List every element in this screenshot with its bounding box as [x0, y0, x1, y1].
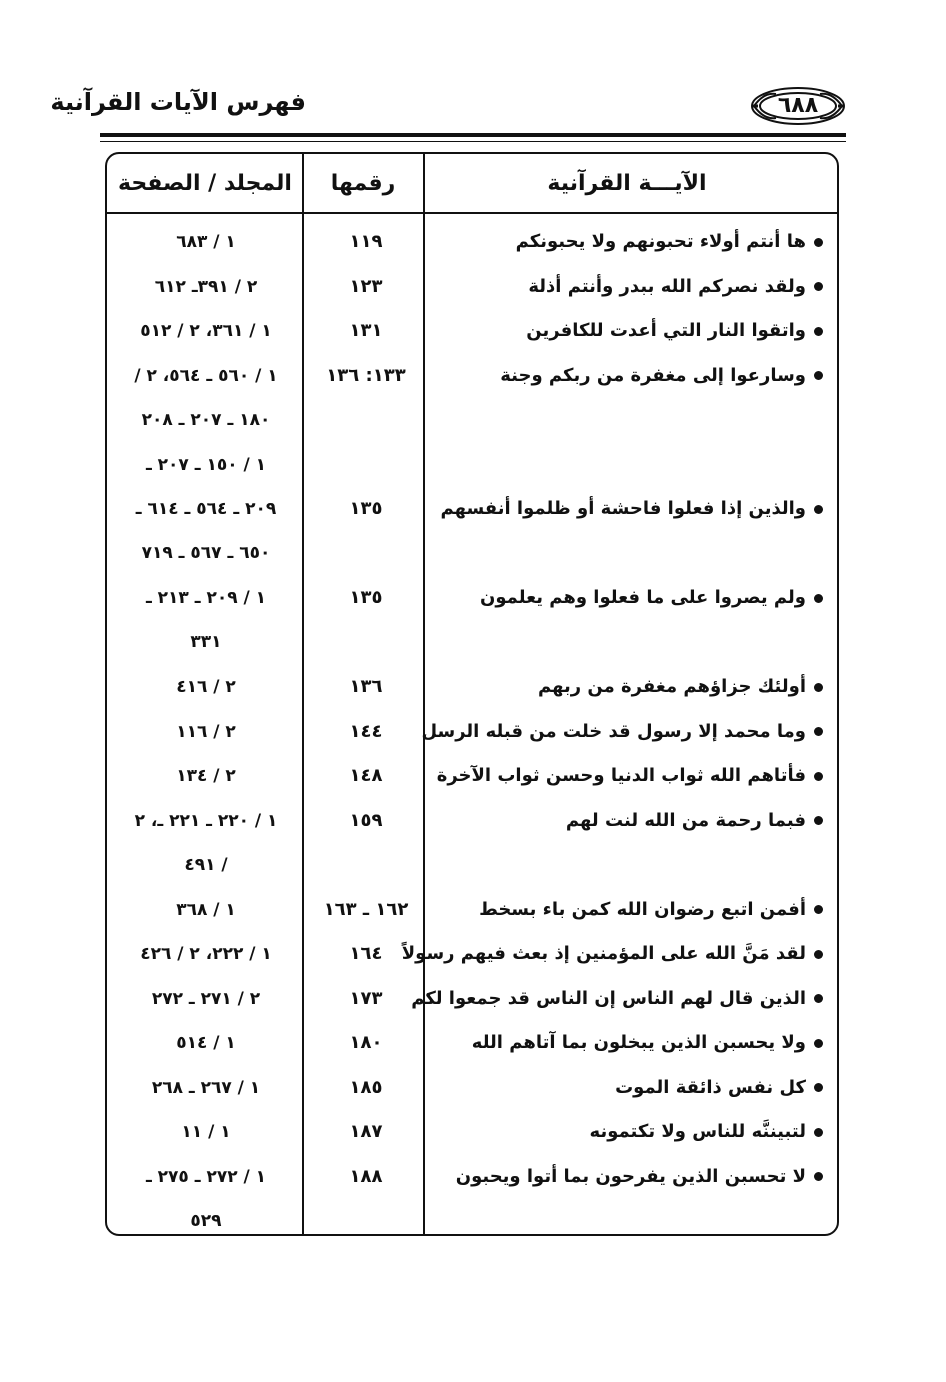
table-row [107, 977, 837, 1022]
verse-number-cell: ١٨٠ [349, 1032, 383, 1053]
verse-text: وما محمد إلا رسول قد خلت من قبله الرسل [421, 720, 806, 742]
volume-page-cell [111, 799, 301, 887]
verse-text: فبما رحمة من الله لنت لهم [565, 809, 806, 831]
bullet-icon [814, 994, 823, 1003]
reference-line: ٥٢٩ [190, 1210, 222, 1231]
volume-page-cell [111, 309, 301, 353]
bullet-icon [814, 1083, 823, 1092]
verse-number-cell: ١٣١ [349, 320, 383, 341]
bullet-icon [814, 1128, 823, 1137]
table-row [107, 932, 837, 977]
verse-text: والذين إذا فعلوا فاحشة أو ظلموا أنفسهم [440, 498, 806, 519]
reference-line: ١ / ١١ [181, 1122, 231, 1142]
table-row [107, 309, 837, 354]
reference-line: ٢٠٩ ـ ٥٦٤ ـ ٦١٤ ـ [135, 498, 277, 519]
table-row [107, 665, 837, 710]
verse-number-cell: ١٨٨ [349, 1165, 383, 1187]
table-row [107, 265, 837, 310]
verse-cell [431, 1021, 823, 1065]
bullet-icon [814, 238, 823, 247]
table-row [107, 799, 837, 888]
bullet-icon [814, 683, 823, 692]
reference-line: ١ / ٢٠٩ ـ ٢١٣ ـ [145, 588, 267, 608]
reference-line: ١ / ٣٦١، ٢ / ٥١٢ [140, 321, 272, 341]
table-row [107, 1155, 837, 1244]
page-header [50, 82, 846, 134]
bullet-icon [814, 1172, 823, 1181]
volume-page-cell [111, 354, 301, 442]
volume-page-cell [111, 1110, 301, 1154]
verse-cell [431, 487, 823, 531]
verse-cell [431, 754, 823, 798]
column-header-reference: المجلد / الصفحة [118, 171, 292, 196]
table-row [107, 888, 837, 933]
bullet-icon [814, 371, 823, 380]
table-row [107, 354, 837, 443]
bullet-icon [814, 772, 823, 781]
bullet-icon [814, 816, 823, 825]
verse-cell [431, 799, 823, 843]
reference-line: ١ / ٢٦٧ ـ ٢٦٨ [151, 1077, 261, 1098]
verse-text: أولئك جزاؤهم مغفرة من ربهم [538, 676, 806, 697]
volume-page-cell [111, 754, 301, 798]
volume-page-cell [111, 576, 301, 664]
volume-page-cell [111, 1021, 301, 1065]
reference-line: ١ / ٥٦٠ ـ ٥٦٤، ٢ / [134, 365, 278, 386]
verse-cell [431, 576, 823, 620]
bullet-icon [814, 282, 823, 291]
verse-cell [431, 1066, 823, 1110]
table-row [107, 443, 837, 577]
volume-page-cell [111, 710, 301, 754]
table-row [107, 1021, 837, 1066]
verse-text: فأتاهم الله ثواب الدنيا وحسن ثواب الآخرة [436, 765, 806, 786]
verse-text: الذين قال لهم الناس إن الناس قد جمعوا لكم [411, 987, 806, 1009]
volume-page-cell [111, 220, 301, 264]
verse-text: ها أنتم أولاء تحبونهم ولا يحبونكم [515, 231, 806, 252]
volume-page-cell [111, 932, 301, 976]
header-rule-thick [100, 133, 846, 137]
reference-line: ١ / ٥١٤ [176, 1033, 236, 1053]
reference-line: ٢ / ١٣٤ [176, 766, 236, 786]
verse-cell [431, 354, 823, 398]
bullet-icon [814, 905, 823, 914]
reference-line: ٢ / ١١٦ [176, 721, 236, 742]
bullet-icon [814, 594, 823, 603]
reference-line: ١ / ٢٢٠ ـ ٢٢١ ـ، ٢ [134, 810, 278, 831]
header-row-divider [107, 212, 837, 214]
reference-line: ٣٣١ [190, 632, 222, 652]
verse-text: كل نفس ذائقة الموت [615, 1076, 806, 1098]
page-number-badge [750, 86, 846, 126]
reference-line: ٢ / ٣٩١ـ ٦١٢ [154, 276, 258, 297]
header-rule-thin [100, 141, 846, 142]
running-title: فهرس الآيات القرآنية [50, 88, 306, 116]
bullet-icon [814, 727, 823, 736]
table-row [107, 220, 837, 265]
table-row [107, 576, 837, 665]
verse-number-cell: ١١٩ [349, 231, 383, 252]
table-row [107, 710, 837, 755]
verse-number-cell: ١٢٣ [349, 275, 383, 297]
table-row [107, 754, 837, 799]
verse-number-cell: ١٨٧ [349, 1121, 383, 1142]
verse-text: لا تحسبن الذين يفرحون بما أتوا ويحبون [455, 1165, 806, 1187]
volume-page-cell [111, 265, 301, 309]
reference-line: ١ / ٢٧٢ ـ ٢٧٥ ـ [145, 1166, 267, 1187]
verse-text: ولقد نصركم الله ببدر وأنتم أذلة [528, 275, 806, 297]
verse-number-cell: ١٧٣ [349, 987, 383, 1009]
volume-page-cell [111, 1155, 301, 1243]
reference-line: ٢ / ٢٧١ ـ ٢٧٢ [151, 988, 261, 1009]
verse-cell [411, 977, 823, 1021]
bullet-icon [814, 1039, 823, 1048]
column-header-number: رقمها [330, 171, 396, 196]
verse-cell [431, 1110, 823, 1154]
verse-cell [401, 932, 823, 976]
verse-text: ولا يحسبن الذين يبخلون بما آتاهم الله [471, 1032, 806, 1053]
table-row [107, 1066, 837, 1111]
volume-page-cell [111, 443, 301, 575]
verse-number-cell: ١٣٥ [349, 587, 383, 608]
page-number: ٦٨٨ [777, 93, 819, 118]
reference-line: ١ / ٣٦٨ [176, 899, 236, 920]
verse-text: واتقوا النار التي أعدت للكافرين [526, 320, 806, 341]
verse-number-cell: ١٣٦ [349, 676, 383, 697]
bullet-icon [814, 505, 823, 514]
verse-text: لتبيننَّه للناس ولا تكتمونه [589, 1121, 806, 1142]
verse-text: أفمن اتبع رضوان الله كمن باء بسخط [479, 898, 806, 920]
reference-line: ١ / ٢٢٢، ٢ / ٤٢٦ [140, 944, 272, 964]
column-header-verse: الآيـــة القرآنية [547, 171, 707, 196]
verse-number-cell: ١٦٢ ـ ١٦٣ [323, 898, 409, 920]
verse-cell [431, 220, 823, 264]
verse-cell [431, 1155, 823, 1199]
volume-page-cell [111, 888, 301, 932]
verse-index-table [105, 152, 839, 1236]
verse-number-cell: ١٤٨ [349, 765, 383, 786]
verse-number-cell: ١٨٥ [349, 1076, 383, 1098]
volume-page-cell [111, 977, 301, 1021]
verse-number-cell: ١٣٣: ١٣٦ [326, 364, 406, 386]
volume-page-cell [111, 665, 301, 709]
reference-line: / ٤٩١ [184, 854, 228, 875]
verse-cell [421, 710, 823, 754]
verse-cell [431, 265, 823, 309]
verse-number-cell: ١٤٤ [349, 720, 383, 742]
verse-number-cell: ١٣٥ [349, 498, 383, 519]
verse-number-cell: ١٥٩ [349, 809, 383, 831]
table-row [107, 1110, 837, 1155]
volume-page-cell [111, 1066, 301, 1110]
verse-cell [431, 309, 823, 353]
verse-cell [431, 888, 823, 932]
reference-line: ١ / ٦٨٣ [176, 232, 236, 252]
bullet-icon [814, 327, 823, 336]
verse-cell [431, 665, 823, 709]
verse-text: وسارعوا إلى مغفرة من ربكم وجنة [500, 364, 806, 386]
reference-line: ١٨٠ ـ ٢٠٧ ـ ٢٠٨ [141, 409, 271, 430]
bullet-icon [814, 950, 823, 959]
reference-line: ١ / ١٥٠ ـ ٢٠٧ ـ [145, 454, 267, 475]
verse-text: ولم يصروا على ما فعلوا وهم يعلمون [480, 587, 806, 608]
verse-number-cell: ١٦٤ [349, 943, 383, 964]
reference-line: ٦٥٠ ـ ٥٦٧ ـ ٧١٩ [141, 542, 271, 563]
reference-line: ٢ / ٤١٦ [176, 677, 236, 697]
verse-text: لقد مَنَّ الله على المؤمنين إذ بعث فيهم رسولاً [401, 943, 806, 964]
